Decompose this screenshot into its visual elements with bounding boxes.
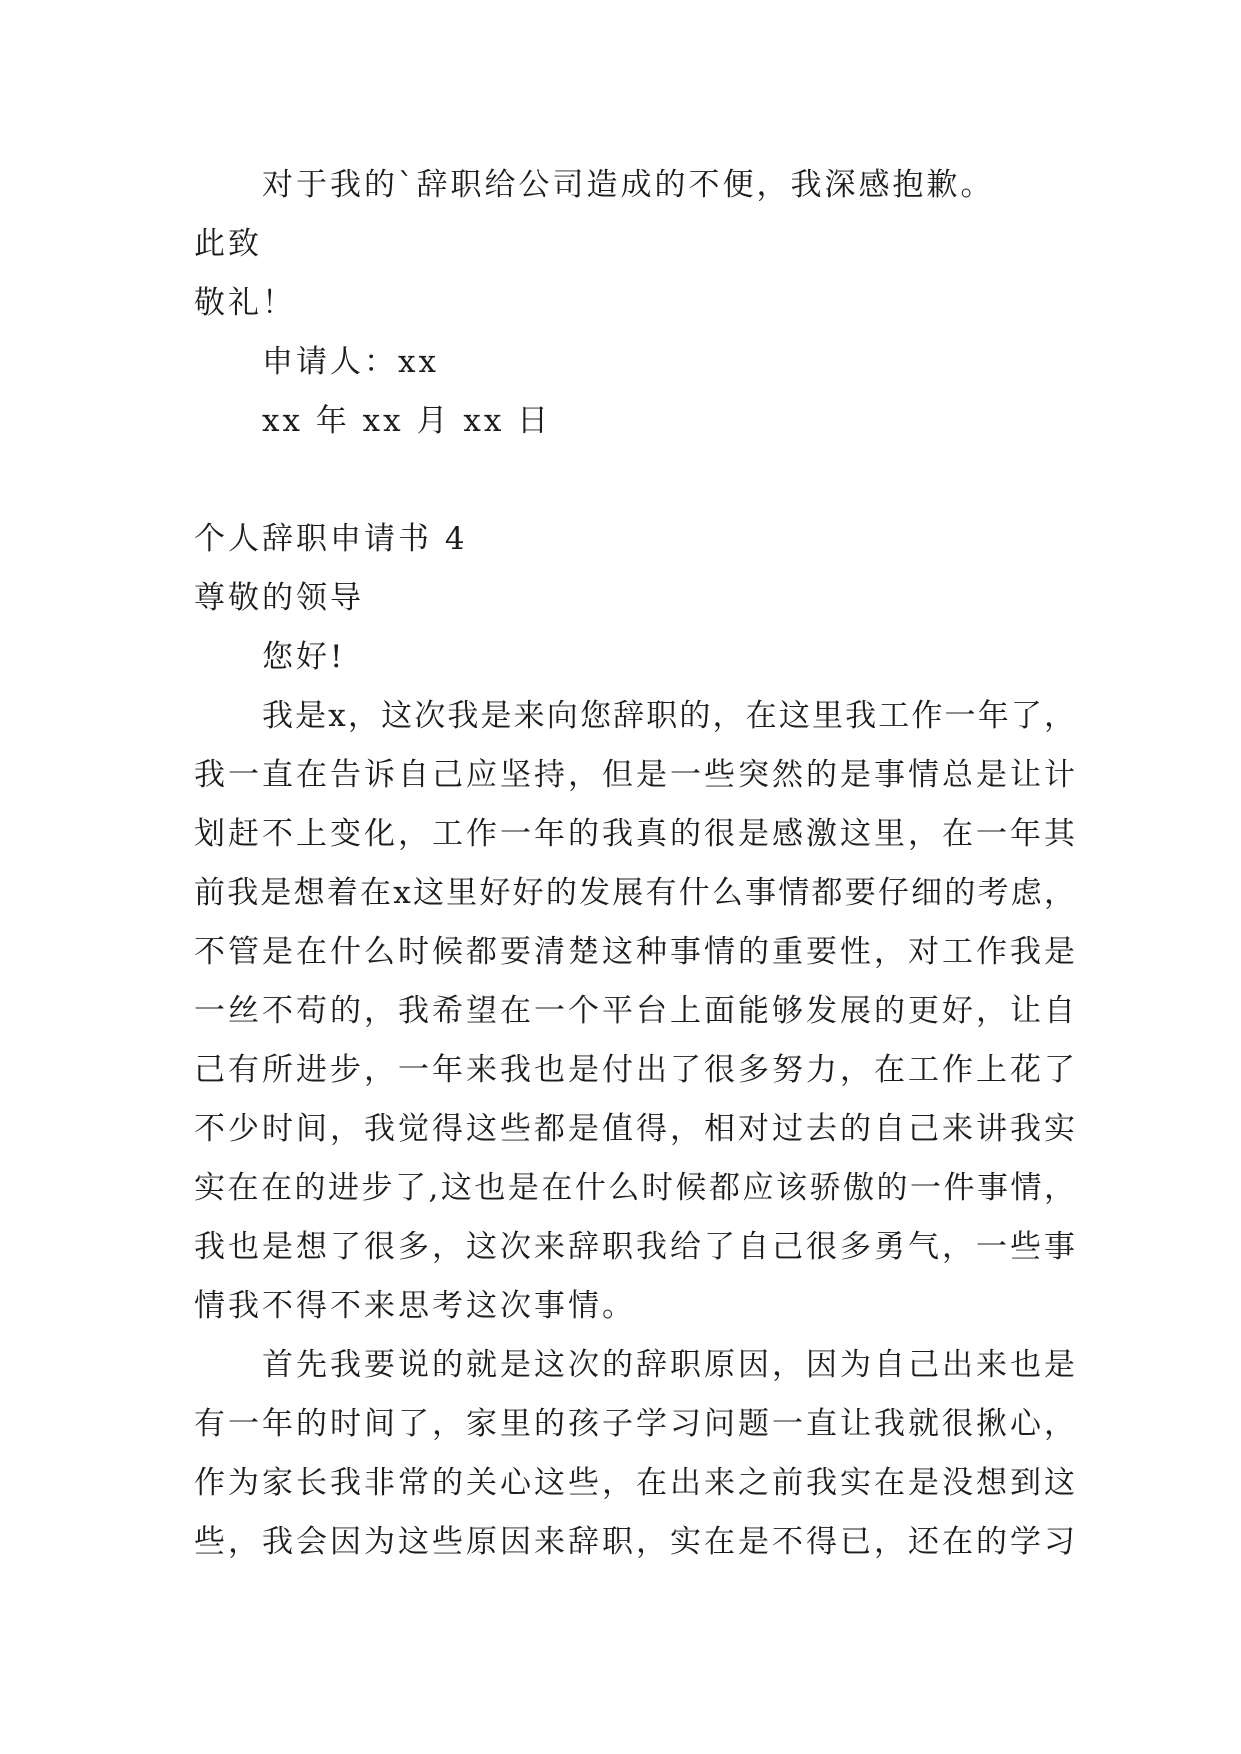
paragraph-line: 作为家长我非常的关心这些，在出来之前我实在是没想到这 [194, 1465, 1077, 1501]
letter-date: xx 年 xx 月 xx 日 [262, 403, 552, 439]
paragraph-line: 我一直在告诉自己应坚持，但是一些突然的是事情总是让计 [194, 757, 1077, 793]
document-body [194, 156, 1077, 1572]
paragraph-line: 不管是在什么时候都要清楚这种事情的重要性，对工作我是 [194, 934, 1077, 970]
recipient-line: 尊敬的领导 [194, 580, 364, 616]
applicant-signature: 申请人：xx [262, 344, 439, 380]
blank-line [194, 451, 1077, 510]
paragraph-line: 不少时间，我觉得这些都是值得，相对过去的自己来讲我实 [194, 1111, 1077, 1147]
apology-line: 对于我的`辞职给公司造成的不便，我深感抱歉。 [262, 167, 995, 203]
greeting-line: 您好! [262, 639, 346, 675]
paragraph-line: 我是x，这次我是来向您辞职的，在这里我工作一年了， [262, 698, 1077, 734]
regards-line: 敬礼！ [194, 285, 296, 321]
closing-line: 此致 [194, 226, 262, 262]
paragraph-line: 些，我会因为这些原因来辞职，实在是不得已，还在的学习 [194, 1524, 1077, 1560]
letter-title: 个人辞职申请书 4 [194, 521, 468, 557]
paragraph-line: 一丝不苟的，我希望在一个平台上面能够发展的更好，让自 [194, 993, 1077, 1029]
paragraph-line: 首先我要说的就是这次的辞职原因，因为自己出来也是 [262, 1347, 1077, 1383]
paragraph-line: 情我不得不来思考这次事情。 [194, 1288, 636, 1324]
paragraph-line: 实在在的进步了,这也是在什么时候都应该骄傲的一件事情， [194, 1170, 1077, 1206]
paragraph-line: 己有所进步，一年来我也是付出了很多努力，在工作上花了 [194, 1052, 1077, 1088]
paragraph-line: 有一年的时间了，家里的孩子学习问题一直让我就很揪心， [194, 1406, 1077, 1442]
paragraph-line: 前我是想着在x这里好好的发展有什么事情都要仔细的考虑， [194, 875, 1077, 911]
paragraph-line: 划赶不上变化，工作一年的我真的很是感激这里，在一年其 [194, 816, 1077, 852]
paragraph-line: 我也是想了很多，这次来辞职我给了自己很多勇气，一些事 [194, 1229, 1077, 1265]
